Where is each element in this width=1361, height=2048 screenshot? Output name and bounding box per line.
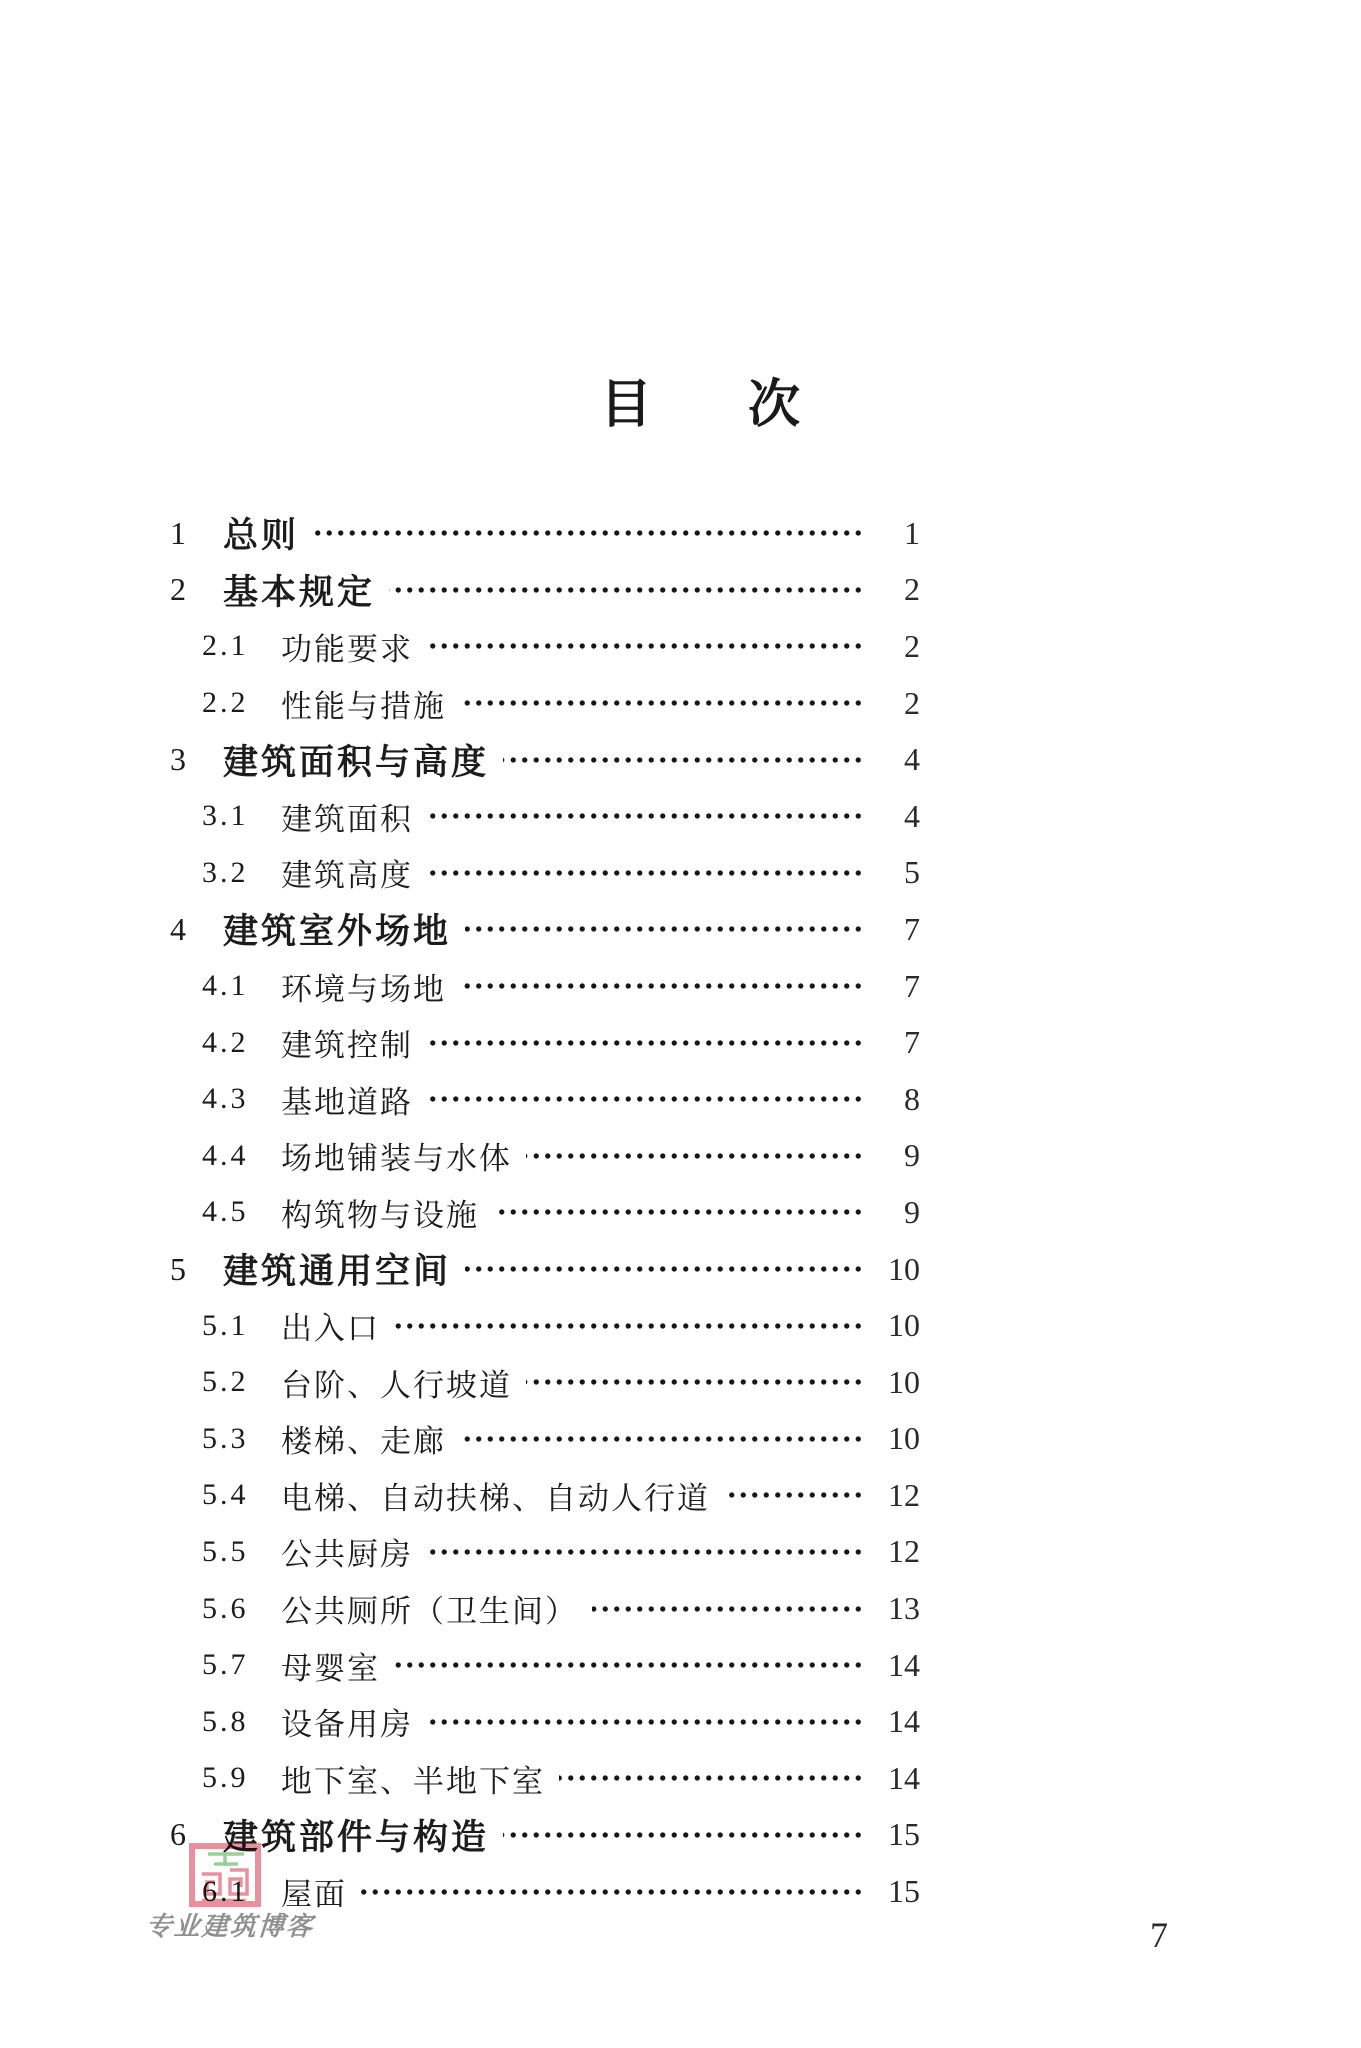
toc-entry-page: 12 [888,1476,920,1513]
toc-entry-number: 5.6 [202,1591,249,1625]
toc-entry-title: 公共厨房 [281,1537,413,1573]
toc-entry-page: 10 [888,1363,920,1400]
toc-entry-title: 台阶、人行坡道 [281,1367,512,1403]
toc-entry-page: 14 [888,1703,920,1740]
dot-leader [460,697,864,709]
dot-leader [427,1716,864,1728]
toc-entry [170,1354,920,1411]
toc-entry-title: 功能要求 [281,631,413,667]
toc-entry-number: 5.7 [202,1648,249,1682]
dot-leader [313,527,864,539]
toc-entry [170,1693,920,1750]
toc-entry-page: 9 [904,1193,920,1230]
toc-entry-number: 4 [170,910,188,947]
toc-entry-number: 5 [170,1250,188,1287]
toc-entry-page: 8 [904,1080,920,1117]
toc-entry-number: 5.2 [202,1365,249,1399]
toc-entry [170,1071,920,1128]
toc-entry [170,1411,920,1468]
toc-entry [170,1750,920,1807]
toc-entry-title: 场地铺装与水体 [281,1141,512,1177]
toc-entry-number: 5.8 [202,1704,249,1738]
toc-entry [170,1014,920,1071]
toc-entry-title: 总则 [223,516,300,556]
toc-entry-page: 10 [888,1307,920,1344]
toc-entry-number: 4.5 [202,1195,249,1229]
toc-entry-number: 5.3 [202,1421,249,1455]
table-of-contents [170,505,920,1920]
toc-entry-title: 电梯、自动扶梯、自动人行道 [281,1480,710,1516]
toc-entry [170,731,920,788]
toc-entry-title: 基本规定 [223,572,376,612]
toc-entry-page: 7 [904,910,920,947]
toc-entry [170,788,920,845]
dot-leader [427,1546,864,1558]
dot-leader [724,1489,864,1501]
toc-entry-number: 2.1 [202,629,249,663]
toc-entry-title: 楼梯、走廊 [281,1424,446,1460]
toc-entry [170,1807,920,1864]
toc-entry-page: 10 [888,1250,920,1287]
dot-leader [427,1037,864,1049]
toc-entry-title: 建筑通用空间 [223,1252,452,1292]
toc-entry-page: 5 [904,854,920,891]
toc-entry-title: 母婴室 [281,1650,380,1686]
toc-entry [170,1297,920,1354]
toc-entry-number: 4.1 [202,969,249,1003]
toc-entry-number: 3.2 [202,855,249,889]
toc-entry [170,1580,920,1637]
dot-leader [526,1150,864,1162]
toc-entry-page: 10 [888,1420,920,1457]
dot-leader [460,980,864,992]
toc-entry-page: 15 [888,1873,920,1910]
toc-entry-page: 2 [904,684,920,721]
toc-entry-number: 3.1 [202,799,249,833]
toc-entry-title: 建筑高度 [281,858,413,894]
toc-entry-title: 环境与场地 [281,971,446,1007]
toc-entry-title: 基地道路 [281,1084,413,1120]
dot-leader [394,1659,864,1671]
toc-entry-page: 7 [904,1024,920,1061]
toc-entry-page: 2 [904,627,920,664]
dot-leader [465,1263,864,1275]
dot-leader [503,754,864,766]
toc-entry [170,1184,920,1241]
toc-entry-number: 6 [170,1816,188,1853]
toc-entry-number: 5.4 [202,1478,249,1512]
dot-leader [559,1772,864,1784]
page-number: 7 [1150,1915,1168,1955]
toc-entry-page: 15 [888,1816,920,1853]
toc-entry [170,1467,920,1524]
toc-entry-page: 14 [888,1646,920,1683]
dot-leader [592,1603,864,1615]
toc-entry [170,958,920,1015]
title-char-ci: 次 [748,377,801,434]
title-char-mu: 目 [599,377,652,434]
toc-entry-title: 建筑室外场地 [223,912,452,952]
toc-entry-page: 14 [888,1759,920,1796]
toc-entry [170,1524,920,1581]
toc-entry [170,845,920,902]
toc-entry-title: 性能与措施 [281,688,446,724]
toc-entry-title: 建筑面积 [281,801,413,837]
blog-seal-stamp-icon [188,1842,262,1908]
dot-leader [361,1886,864,1898]
toc-entry-page: 12 [888,1533,920,1570]
toc-entry-number: 2.2 [202,686,249,720]
toc-entry-number: 5.5 [202,1534,249,1568]
dot-leader [389,584,864,596]
toc-entry-number: 4.2 [202,1025,249,1059]
toc-entry-title: 设备用房 [281,1707,413,1743]
toc-entry-title: 建筑部件与构造 [223,1817,490,1857]
dot-leader [427,810,864,822]
toc-entry [170,1637,920,1694]
dot-leader [427,1093,864,1105]
dot-leader [460,1433,864,1445]
dot-leader [427,640,864,652]
dot-leader [394,1320,864,1332]
dot-leader [427,867,864,879]
toc-entry-title: 公共厕所（卫生间） [281,1594,578,1630]
toc-entry [170,675,920,732]
toc-entry [170,505,920,562]
toc-entry-title: 出入口 [281,1311,380,1347]
toc-entry-title: 建筑面积与高度 [223,742,490,782]
dot-leader [526,1376,864,1388]
toc-entry-number: 1 [170,514,188,551]
toc-entry-page: 7 [904,967,920,1004]
toc-entry-page: 4 [904,741,920,778]
toc-entry [170,618,920,675]
toc-entry [170,901,920,958]
toc-entry-number: 5.1 [202,1308,249,1342]
toc-entry [170,1128,920,1185]
toc-entry-number: 5.9 [202,1761,249,1795]
toc-entry-number: 4.4 [202,1138,249,1172]
toc-entry-number: 3 [170,741,188,778]
toc-entry [170,562,920,619]
toc-entry-number: 4.3 [202,1082,249,1116]
toc-entry-title: 构筑物与设施 [281,1197,479,1233]
toc-entry-number: 2 [170,571,188,608]
toc-entry-page: 9 [904,1137,920,1174]
toc-entry-page: 2 [904,571,920,608]
toc-entry-page: 4 [904,797,920,834]
toc-entry-title: 建筑控制 [281,1028,413,1064]
toc-entry-page: 13 [888,1590,920,1627]
toc-entry [170,1241,920,1298]
dot-leader [465,923,864,935]
toc-entry-page: 1 [904,514,920,551]
dot-leader [503,1829,864,1841]
page-title [600,362,800,437]
toc-entry-title: 地下室、半地下室 [281,1763,545,1799]
dot-leader [493,1206,864,1218]
toc-entry-title: 屋面 [281,1877,347,1913]
watermark-text: 专业建筑博客 [144,1912,315,1941]
toc-entry-number: 6.1 [202,1874,249,1908]
